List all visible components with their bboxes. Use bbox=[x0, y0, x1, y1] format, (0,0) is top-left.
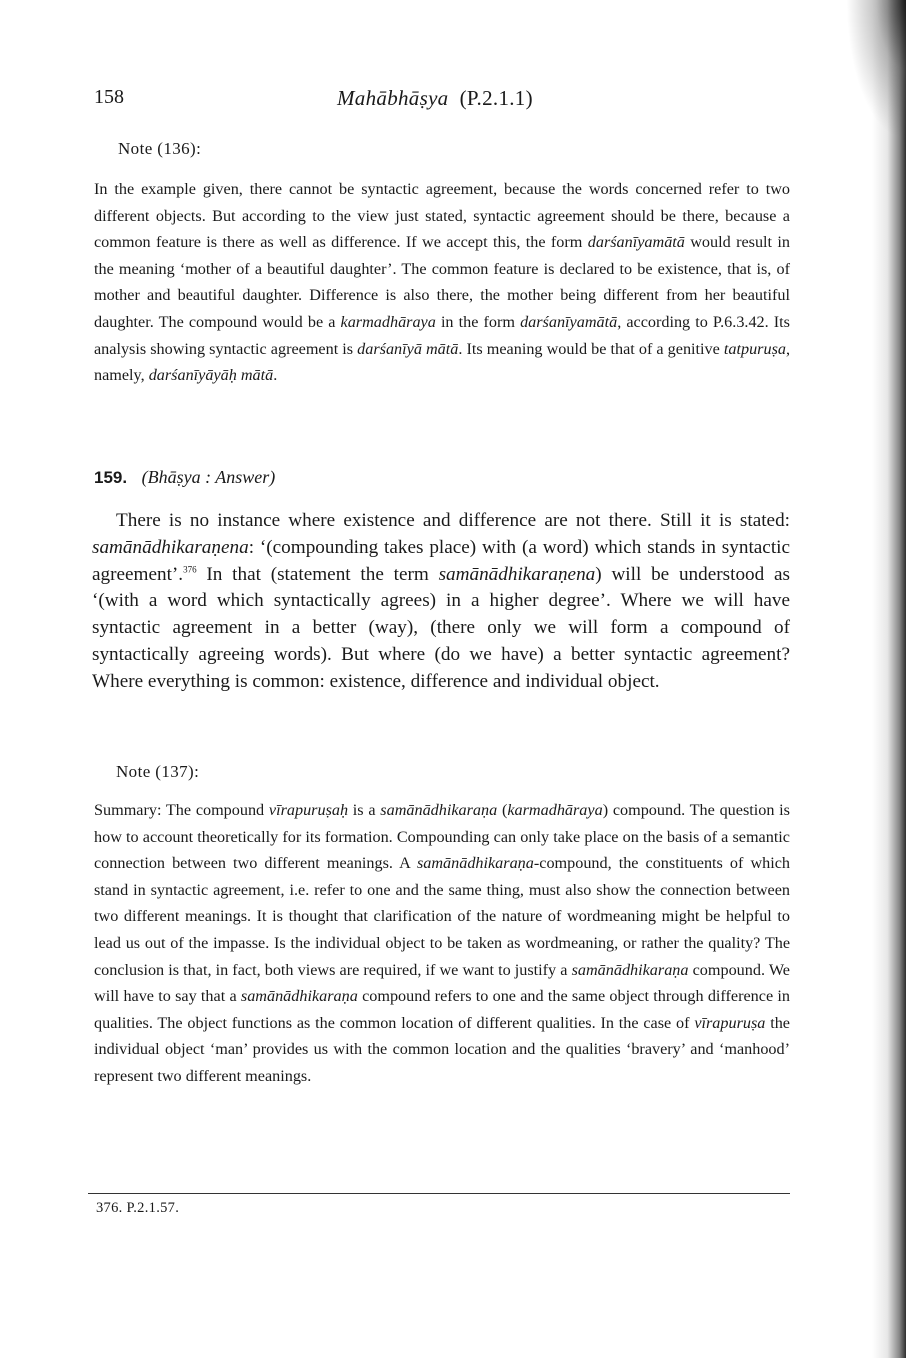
sanskrit-term: samānādhikaraṇa bbox=[380, 801, 498, 819]
text-run: the individual object ‘man’ provides us with the common location and the qualities ‘bravery’ and ‘manhood’ represent two different meanings. bbox=[94, 1013, 790, 1085]
text-run: In the example given, there cannot be syntactic agreement, because the words concerned refer to two different objects. But according to the view just stated, syntactic agreement should be there, because a common feature is there as well as difference. If we accept this, the form bbox=[94, 180, 790, 252]
sanskrit-term: samānādhikaraṇa bbox=[240, 987, 358, 1006]
footnote-376: 376. P.2.1.57. bbox=[96, 1200, 180, 1216]
section-159-heading bbox=[94, 467, 275, 488]
section-number: 159. bbox=[94, 468, 128, 487]
text-run: . bbox=[273, 366, 278, 385]
footnote-divider bbox=[88, 1193, 790, 1194]
sanskrit-term: samānādhikaraṇa bbox=[571, 960, 689, 979]
page-header bbox=[94, 86, 794, 116]
note-137-heading: Note (137): bbox=[116, 762, 200, 781]
sanskrit-term: darśanīyamātā bbox=[587, 233, 685, 252]
text-run: is a bbox=[348, 801, 381, 819]
text-run: , according to P.6.3.42. Its analysis showing syntactic agreement is bbox=[94, 312, 790, 358]
text-run: -compound, the constituents of which stand in syntactic agreement, i.e. refer to one and the same thing, must also show the connection between two different meanings. It is thought that clarification of the nature of wordmeaning might be helpful to lead us out of the impasse. Is the individual object to be taken as wordmeaning, or rather the quality? The conclusion is that, in fact, both views are required, if we want to justify a bbox=[94, 854, 790, 979]
note-137-body bbox=[94, 797, 790, 1090]
page-number: 158 bbox=[94, 86, 124, 108]
section-159-body bbox=[92, 508, 790, 696]
text-run: would result in the meaning ‘mother of a beautiful daughter’. The common feature is declared to be existence, that is, of mother and beautiful daughter. Difference is also there, the mother being different from her beautiful daughter. The compound would be a bbox=[94, 233, 791, 331]
sanskrit-term: darśanīyamātā bbox=[520, 312, 618, 331]
sanskrit-term: tatpuruṣa bbox=[723, 339, 786, 358]
text-run: compound. We will have to say that a bbox=[94, 960, 790, 1006]
sanskrit-term: darśanīyāyāḥ mātā bbox=[148, 366, 274, 385]
text-run: Summary: The compound bbox=[94, 801, 269, 819]
sanskrit-term: darśanīyā mātā bbox=[357, 339, 459, 358]
section-label: (Bhāṣya : Answer) bbox=[141, 467, 276, 487]
note-136-heading: Note (136): bbox=[118, 139, 202, 158]
text-run: compound refers to one and the same object through difference in qualities. The object functions as the common location of different qualities. In the case of bbox=[94, 987, 790, 1032]
sanskrit-term: samānādhikaraṇa bbox=[416, 854, 534, 873]
text-run: ( bbox=[497, 801, 508, 819]
scan-edge-shadow bbox=[872, 0, 906, 1358]
sanskrit-term: vīrapuruṣa bbox=[694, 1013, 766, 1032]
text-run: ) compound. The question is how to account theoretically for its formation. Compounding can only take place on the basis of a semantic connection between two different meanings. A bbox=[94, 801, 790, 873]
sanskrit-term: vīrapuruṣaḥ bbox=[268, 801, 349, 819]
running-title bbox=[337, 86, 533, 111]
footnote-marker: 376 bbox=[183, 564, 197, 575]
sanskrit-term: karmadhāraya bbox=[340, 312, 436, 331]
text-run: In that (statement the term bbox=[196, 563, 439, 585]
text-run: : ‘(compounding takes place) with (a word) which stands in syntactic agreement’. bbox=[92, 536, 790, 585]
running-title-work: Mahābhāṣya bbox=[337, 86, 449, 110]
text-run: There is no instance where existence and difference are not there. Still it is stated: bbox=[116, 510, 790, 531]
sanskrit-term: samānādhikaraṇena bbox=[438, 563, 596, 585]
sanskrit-term: samānādhikaraṇena bbox=[92, 536, 249, 558]
scan-corner-shadow bbox=[846, 0, 906, 140]
text-run: in the form bbox=[435, 312, 521, 331]
sanskrit-term: karmadhāraya bbox=[507, 801, 603, 819]
text-run: ) will be understood as ‘(with a word which syntactically agrees) in a higher degree’. Where we will have syntactic agreement in a better (way), (there only we will form a compound of syntactically agreeing words). But where (do we have) a better syntactic agreement? Where everything is common: existence, difference and individual object. bbox=[92, 563, 790, 692]
running-title-section: (P.2.1.1) bbox=[459, 86, 533, 110]
text-run: . Its meaning would be that of a genitive bbox=[458, 339, 724, 358]
note-136-body bbox=[94, 176, 790, 389]
text-run: , namely, bbox=[94, 339, 791, 385]
